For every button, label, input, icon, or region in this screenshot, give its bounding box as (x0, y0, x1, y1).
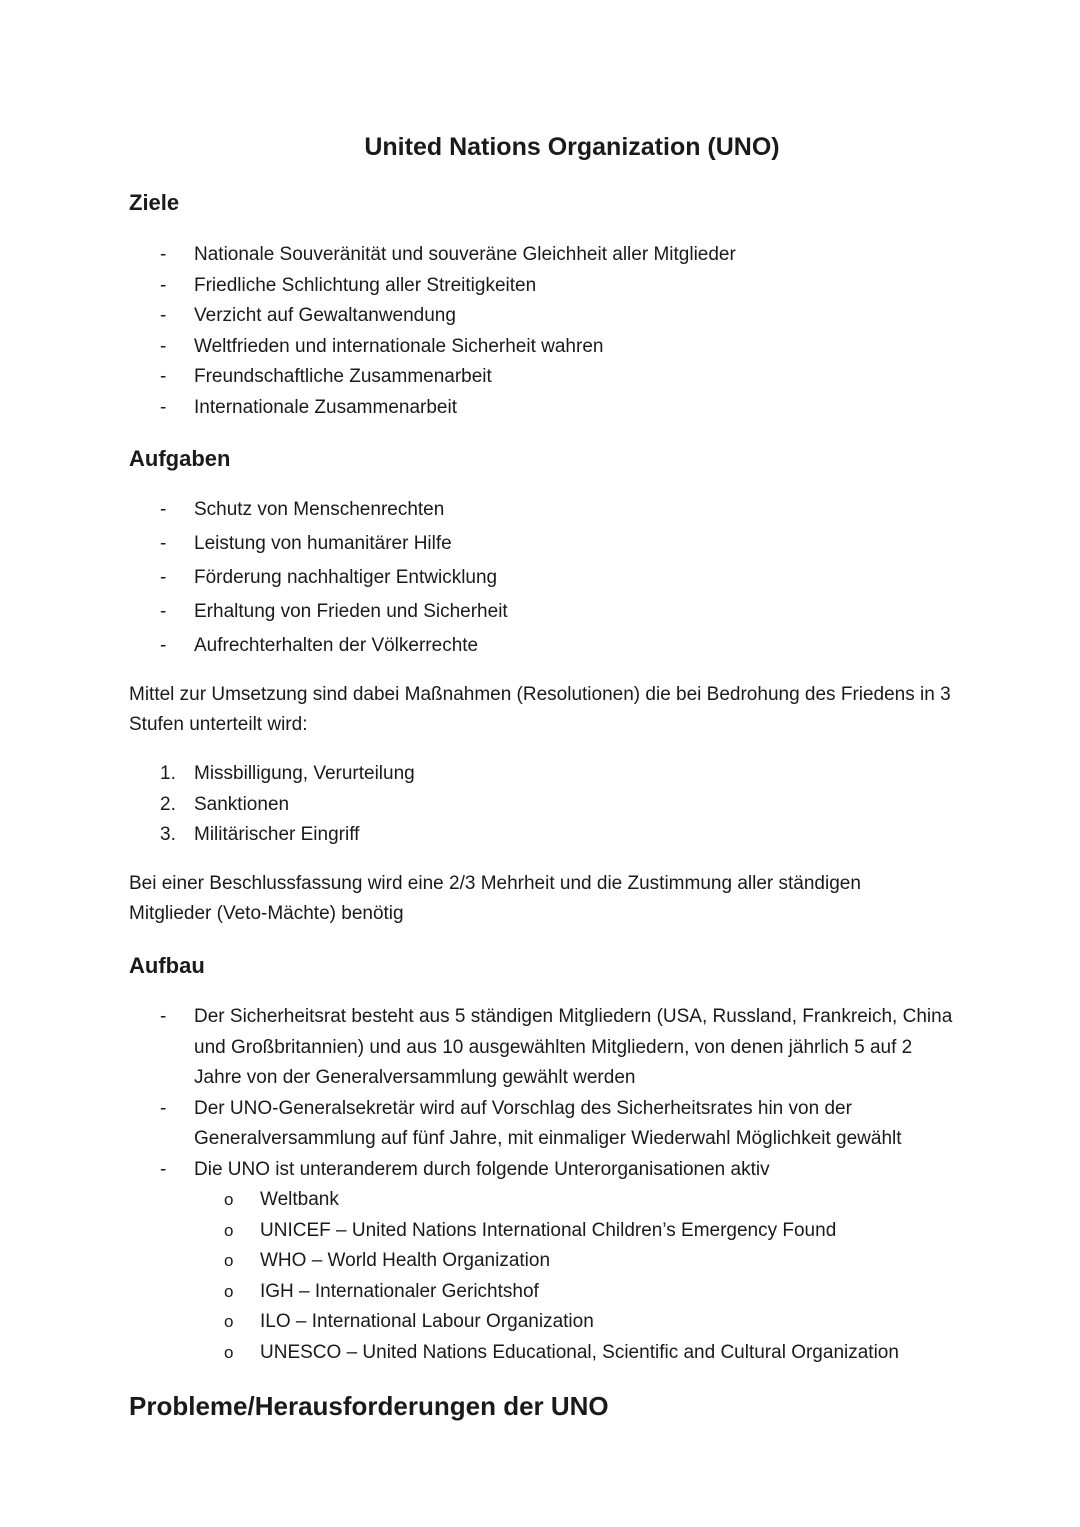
list-item: - Leistung von humanitärer Hilfe (0, 527, 1000, 561)
page-title: United Nations Organization (UNO) (364, 133, 780, 161)
circle-bullet: o (224, 1342, 234, 1362)
dash-bullet: - (160, 274, 167, 296)
list-item: - Aufrechterhalten der Völkerrechte (0, 629, 1000, 663)
circle-bullet: o (224, 1251, 234, 1270)
list-item: - Friedliche Schlichtung aller Streitigkeiten (0, 271, 1000, 302)
ziele-list (0, 240, 1000, 423)
list-item: - Die UNO ist unteranderem durch folgende Unterorganisationen aktiv o Weltbank o UNICEF – United Nations International Children’s Emergency Found o WHO – World Health Organization o IGH – Internationaler Gerichtshof o ILO – International Labour Organization o UNESCO – United Nations Educational, Scientific and Cultural Organization (0, 1155, 960, 1369)
organisationen-list (194, 1185, 960, 1368)
list-item: - Nationale Souveränität und souveräne Gleichheit aller Mitglieder (0, 240, 1000, 271)
dash-bullet: - (160, 601, 167, 622)
list-item: - Weltfrieden und internationale Sicherheit wahren (0, 332, 1000, 363)
list-item: - Verzicht auf Gewaltanwendung (0, 301, 1000, 332)
section-heading-ziele: Ziele (129, 190, 180, 215)
circle-bullet: o (224, 1312, 234, 1331)
list-item: - Schutz von Menschenrechten (0, 493, 1000, 527)
list-item: 3. Militärischer Eingriff (0, 820, 1000, 851)
dash-bullet: - (160, 244, 167, 265)
dash-bullet: - (160, 499, 167, 520)
aufbau-list (0, 1002, 960, 1368)
list-item: o Weltbank (194, 1185, 960, 1216)
list-item: 1. Missbilligung, Verurteilung (0, 759, 1000, 790)
list-number: 2. (160, 793, 176, 815)
circle-bullet: o (224, 1281, 234, 1301)
list-item: o ILO – International Labour Organization (194, 1307, 960, 1338)
list-item: - Freundschaftliche Zusammenarbeit (0, 362, 1000, 393)
dash-bullet: - (160, 1158, 167, 1180)
aufgaben-list (0, 493, 1000, 663)
list-number: 3. (160, 824, 176, 845)
dash-bullet: - (160, 567, 167, 588)
list-number: 1. (160, 763, 176, 784)
section-heading-aufgaben: Aufgaben (129, 446, 231, 471)
circle-bullet: o (224, 1190, 234, 1209)
dash-bullet: - (160, 305, 167, 326)
list-item: o UNESCO – United Nations Educational, Scientific and Cultural Organization (194, 1338, 960, 1369)
list-item: o UNICEF – United Nations International Children’s Emergency Found (194, 1216, 960, 1247)
beschluss-paragraph: Bei einer Beschlussfassung wird eine 2/3 Mehrheit und die Zustimmung aller ständigen Mitglieder (Veto-Mächte) benötig (129, 873, 861, 924)
dash-bullet: - (160, 635, 167, 656)
list-item: - Der Sicherheitsrat besteht aus 5 ständigen Mitgliedern (USA, Russland, Frankreich, China und Großbritannien) und aus 10 ausgewählten Mitgliedern, von denen jährlich 5 auf 2 Jahre von der Generalversammlung gewählt werden (0, 1002, 960, 1094)
stufen-list (0, 759, 1000, 851)
dash-bullet: - (160, 396, 167, 418)
mittel-paragraph: Mittel zur Umsetzung sind dabei Maßnahmen (Resolutionen) die bei Bedrohung des Friedens in 3 Stufen unterteilt wird: (129, 684, 951, 735)
dash-bullet: - (160, 335, 167, 357)
list-item: o WHO – World Health Organization (194, 1246, 960, 1277)
circle-bullet: o (224, 1220, 234, 1240)
dash-bullet: - (160, 1097, 167, 1119)
dash-bullet: - (160, 366, 167, 387)
list-item: 2. Sanktionen (0, 790, 1000, 821)
list-item: o IGH – Internationaler Gerichtshof (194, 1277, 960, 1308)
dash-bullet: - (160, 533, 167, 554)
list-item: - Internationale Zusammenarbeit (0, 393, 1000, 424)
dash-bullet: - (160, 1006, 167, 1027)
section-heading-probleme: Probleme/Herausforderungen der UNO (129, 1391, 609, 1421)
section-heading-aufbau: Aufbau (129, 953, 205, 978)
list-item: - Der UNO-Generalsekretär wird auf Vorschlag des Sicherheitsrates hin von der Generalversammlung auf fünf Jahre, mit einmaliger Wiederwahl Möglichkeit gewählt (0, 1094, 960, 1155)
list-item: - Förderung nachhaltiger Entwicklung (0, 561, 1000, 595)
list-item: - Erhaltung von Frieden und Sicherheit (0, 595, 1000, 629)
